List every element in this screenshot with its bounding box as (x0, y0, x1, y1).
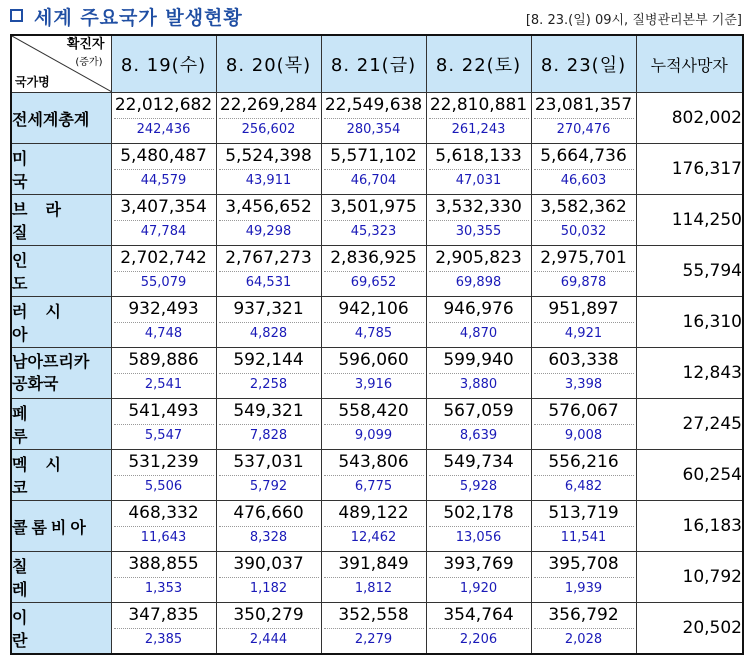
confirmed-total: 3,501,975 (324, 195, 424, 221)
daily-increase: 2,206 (459, 632, 498, 647)
confirmed-total: 5,571,102 (324, 144, 424, 170)
value-cell (216, 195, 321, 246)
daily-increase: 1,353 (144, 581, 183, 596)
daily-increase: 280,354 (346, 122, 401, 137)
confirmed-total: 589,886 (114, 348, 214, 374)
daily-increase: 50,032 (560, 224, 607, 239)
confirmed-total: 513,719 (534, 501, 634, 527)
daily-increase: 2,279 (354, 632, 393, 647)
value-cell (216, 552, 321, 603)
source-note: [8. 23.(일) 09시, 질병관리본부 기준] (525, 13, 742, 28)
daily-increase: 8,328 (249, 530, 288, 545)
value-cell (216, 144, 321, 195)
value-cell (216, 399, 321, 450)
confirmed-total: 932,493 (114, 297, 214, 323)
date-header: 8. 19(수) (111, 35, 216, 93)
confirmed-total: 489,122 (324, 501, 424, 527)
confirmed-total: 2,767,273 (219, 246, 319, 272)
confirmed-total: 3,582,362 (534, 195, 634, 221)
country-status-table (10, 34, 744, 655)
table-row (11, 552, 743, 603)
confirmed-total: 5,618,133 (429, 144, 529, 170)
daily-increase: 46,603 (560, 173, 607, 188)
daily-increase: 47,784 (140, 224, 187, 239)
confirmed-total: 22,269,284 (219, 93, 319, 119)
country-name (11, 603, 111, 655)
value-cell (321, 246, 426, 297)
confirmed-total: 549,321 (219, 399, 319, 425)
value-cell (216, 348, 321, 399)
daily-increase: 2,385 (144, 632, 183, 647)
confirmed-total: 3,532,330 (429, 195, 529, 221)
confirmed-total: 5,524,398 (219, 144, 319, 170)
confirmed-total: 2,702,742 (114, 246, 214, 272)
country-name (11, 144, 111, 195)
table-row (11, 297, 743, 348)
daily-increase: 11,643 (140, 530, 187, 545)
daily-increase: 7,828 (249, 428, 288, 443)
value-cell (216, 501, 321, 552)
confirmed-total: 592,144 (219, 348, 319, 374)
confirmed-total: 2,836,925 (324, 246, 424, 272)
daily-increase: 55,079 (140, 275, 187, 290)
daily-increase: 4,785 (354, 326, 393, 341)
confirmed-total: 603,338 (534, 348, 634, 374)
country-label: 인도 (12, 251, 80, 293)
daily-increase: 9,008 (564, 428, 603, 443)
confirmed-total: 23,081,357 (534, 93, 634, 119)
value-cell (321, 501, 426, 552)
confirmed-total: 356,792 (534, 603, 634, 629)
daily-increase: 12,462 (350, 530, 397, 545)
confirmed-total: 937,321 (219, 297, 319, 323)
confirmed-total: 347,835 (114, 603, 214, 629)
table-row (11, 501, 743, 552)
country-label: 브라질 (12, 200, 79, 242)
daily-increase: 3,880 (459, 377, 498, 392)
value-cell (426, 144, 531, 195)
cumulative-deaths: 12,843 (636, 348, 743, 399)
value-cell (111, 552, 216, 603)
confirmed-total: 22,549,638 (324, 93, 424, 119)
daily-increase: 30,355 (455, 224, 502, 239)
value-cell (531, 501, 636, 552)
header-row (11, 35, 743, 93)
daily-increase: 6,775 (354, 479, 393, 494)
country-name (11, 93, 111, 144)
daily-increase: 4,870 (459, 326, 498, 341)
country-name (11, 501, 111, 552)
confirmed-total: 390,037 (219, 552, 319, 578)
cumulative-deaths: 27,245 (636, 399, 743, 450)
value-cell (111, 450, 216, 501)
value-cell (111, 348, 216, 399)
title-bar (0, 0, 752, 34)
confirmed-total: 537,031 (219, 450, 319, 476)
value-cell (111, 501, 216, 552)
value-cell (111, 399, 216, 450)
daily-increase: 49,298 (245, 224, 292, 239)
date-header: 8. 21(금) (321, 35, 426, 93)
confirmed-total: 556,216 (534, 450, 634, 476)
daily-increase: 3,398 (564, 377, 603, 392)
value-cell (216, 450, 321, 501)
country-name (11, 246, 111, 297)
date-header: 8. 23(일) (531, 35, 636, 93)
value-cell (531, 297, 636, 348)
daily-increase: 1,812 (354, 581, 393, 596)
daily-increase: 5,928 (459, 479, 498, 494)
cumulative-deaths: 55,794 (636, 246, 743, 297)
value-cell (321, 195, 426, 246)
daily-increase: 5,792 (249, 479, 288, 494)
country-name (11, 552, 111, 603)
cumulative-deaths: 20,502 (636, 603, 743, 655)
confirmed-total: 942,106 (324, 297, 424, 323)
daily-increase: 242,436 (136, 122, 191, 137)
daily-increase: 9,099 (354, 428, 393, 443)
confirmed-total: 22,012,682 (114, 93, 214, 119)
value-cell (321, 603, 426, 655)
daily-increase: 43,911 (245, 173, 292, 188)
value-cell (321, 450, 426, 501)
daily-increase: 4,748 (144, 326, 183, 341)
daily-increase: 256,602 (241, 122, 296, 137)
value-cell (426, 552, 531, 603)
confirmed-total: 576,067 (534, 399, 634, 425)
daily-increase: 1,182 (249, 581, 288, 596)
value-cell (531, 93, 636, 144)
date-header: 8. 22(토) (426, 35, 531, 93)
value-cell (531, 450, 636, 501)
value-cell (426, 93, 531, 144)
page-title: 세계 주요국가 발생현황 (34, 7, 243, 29)
value-cell (216, 93, 321, 144)
daily-increase: 8,639 (459, 428, 498, 443)
value-cell (531, 195, 636, 246)
country-label: 남아프리카공화국 (12, 352, 90, 393)
confirmed-total: 5,480,487 (114, 144, 214, 170)
value-cell (111, 144, 216, 195)
confirmed-total: 502,178 (429, 501, 529, 527)
country-label: 러시아 (12, 302, 79, 344)
daily-increase: 1,920 (459, 581, 498, 596)
country-label: 미국 (12, 149, 80, 191)
value-cell (426, 348, 531, 399)
daily-increase: 1,939 (564, 581, 603, 596)
confirmed-total: 391,849 (324, 552, 424, 578)
daily-increase: 4,828 (249, 326, 288, 341)
confirmed-total: 558,420 (324, 399, 424, 425)
table-row (11, 399, 743, 450)
value-cell (111, 297, 216, 348)
cumulative-deaths: 60,254 (636, 450, 743, 501)
confirmed-total: 350,279 (219, 603, 319, 629)
daily-increase: 69,652 (350, 275, 397, 290)
square-icon (10, 9, 23, 22)
value-cell (426, 450, 531, 501)
corner-label-increase: (증가) (75, 57, 103, 68)
confirmed-total: 354,764 (429, 603, 529, 629)
value-cell (321, 93, 426, 144)
value-cell (531, 552, 636, 603)
corner-header (11, 35, 111, 93)
country-name (11, 195, 111, 246)
value-cell (426, 603, 531, 655)
daily-increase: 64,531 (245, 275, 292, 290)
country-name (11, 348, 111, 399)
value-cell (321, 552, 426, 603)
daily-increase: 2,258 (249, 377, 288, 392)
value-cell (111, 195, 216, 246)
value-cell (426, 246, 531, 297)
value-cell (321, 144, 426, 195)
country-label: 칠레 (12, 557, 80, 599)
value-cell (531, 246, 636, 297)
daily-increase: 261,243 (451, 122, 506, 137)
daily-increase: 2,444 (249, 632, 288, 647)
daily-increase: 2,028 (564, 632, 603, 647)
value-cell (531, 399, 636, 450)
value-cell (111, 246, 216, 297)
confirmed-total: 596,060 (324, 348, 424, 374)
confirmed-total: 541,493 (114, 399, 214, 425)
confirmed-total: 543,806 (324, 450, 424, 476)
confirmed-total: 388,855 (114, 552, 214, 578)
country-name (11, 399, 111, 450)
daily-increase: 44,579 (140, 173, 187, 188)
confirmed-total: 393,769 (429, 552, 529, 578)
daily-increase: 46,704 (350, 173, 397, 188)
daily-increase: 270,476 (556, 122, 611, 137)
cumulative-deaths: 16,183 (636, 501, 743, 552)
country-label: 페루 (12, 404, 80, 446)
country-name (11, 450, 111, 501)
confirmed-total: 549,734 (429, 450, 529, 476)
value-cell (111, 603, 216, 655)
table-row (11, 195, 743, 246)
confirmed-total: 531,239 (114, 450, 214, 476)
value-cell (426, 195, 531, 246)
daily-increase: 45,323 (350, 224, 397, 239)
daily-increase: 47,031 (455, 173, 502, 188)
daily-increase: 3,916 (354, 377, 393, 392)
country-label: 이란 (12, 608, 80, 650)
country-label: 전세계총계 (12, 109, 90, 129)
confirmed-total: 3,456,652 (219, 195, 319, 221)
table-row (11, 603, 743, 655)
table-row (11, 348, 743, 399)
daily-increase: 6,482 (564, 479, 603, 494)
cumulative-deaths: 802,002 (636, 93, 743, 144)
confirmed-total: 352,558 (324, 603, 424, 629)
confirmed-total: 946,976 (429, 297, 529, 323)
value-cell (426, 501, 531, 552)
cumulative-deaths: 16,310 (636, 297, 743, 348)
confirmed-total: 468,332 (114, 501, 214, 527)
confirmed-total: 951,897 (534, 297, 634, 323)
value-cell (216, 297, 321, 348)
table-row (11, 144, 743, 195)
cumulative-deaths: 114,250 (636, 195, 743, 246)
confirmed-total: 2,905,823 (429, 246, 529, 272)
confirmed-total: 567,059 (429, 399, 529, 425)
table-row (11, 93, 743, 144)
value-cell (321, 399, 426, 450)
value-cell (426, 297, 531, 348)
cumulative-deaths-header: 누적사망자 (636, 35, 743, 93)
value-cell (321, 297, 426, 348)
confirmed-total: 2,975,701 (534, 246, 634, 272)
value-cell (216, 603, 321, 655)
corner-label-confirmed: 확진자 (66, 37, 105, 52)
cumulative-deaths: 10,792 (636, 552, 743, 603)
country-label: 콜롬비아 (12, 517, 90, 537)
daily-increase: 5,506 (144, 479, 183, 494)
country-label: 멕시코 (12, 455, 79, 497)
confirmed-total: 476,660 (219, 501, 319, 527)
value-cell (111, 93, 216, 144)
value-cell (531, 144, 636, 195)
daily-increase: 4,921 (564, 326, 603, 341)
daily-increase: 69,878 (560, 275, 607, 290)
value-cell (426, 399, 531, 450)
value-cell (321, 348, 426, 399)
value-cell (531, 603, 636, 655)
daily-increase: 13,056 (455, 530, 502, 545)
daily-increase: 11,541 (560, 530, 607, 545)
corner-label-country: 국가명 (15, 75, 50, 89)
confirmed-total: 5,664,736 (534, 144, 634, 170)
value-cell (531, 348, 636, 399)
table-row (11, 450, 743, 501)
confirmed-total: 599,940 (429, 348, 529, 374)
cumulative-deaths: 176,317 (636, 144, 743, 195)
table-row (11, 246, 743, 297)
confirmed-total: 22,810,881 (429, 93, 529, 119)
daily-increase: 2,541 (144, 377, 183, 392)
daily-increase: 69,898 (455, 275, 502, 290)
value-cell (216, 246, 321, 297)
date-header: 8. 20(목) (216, 35, 321, 93)
daily-increase: 5,547 (144, 428, 183, 443)
country-name (11, 297, 111, 348)
confirmed-total: 395,708 (534, 552, 634, 578)
confirmed-total: 3,407,354 (114, 195, 214, 221)
